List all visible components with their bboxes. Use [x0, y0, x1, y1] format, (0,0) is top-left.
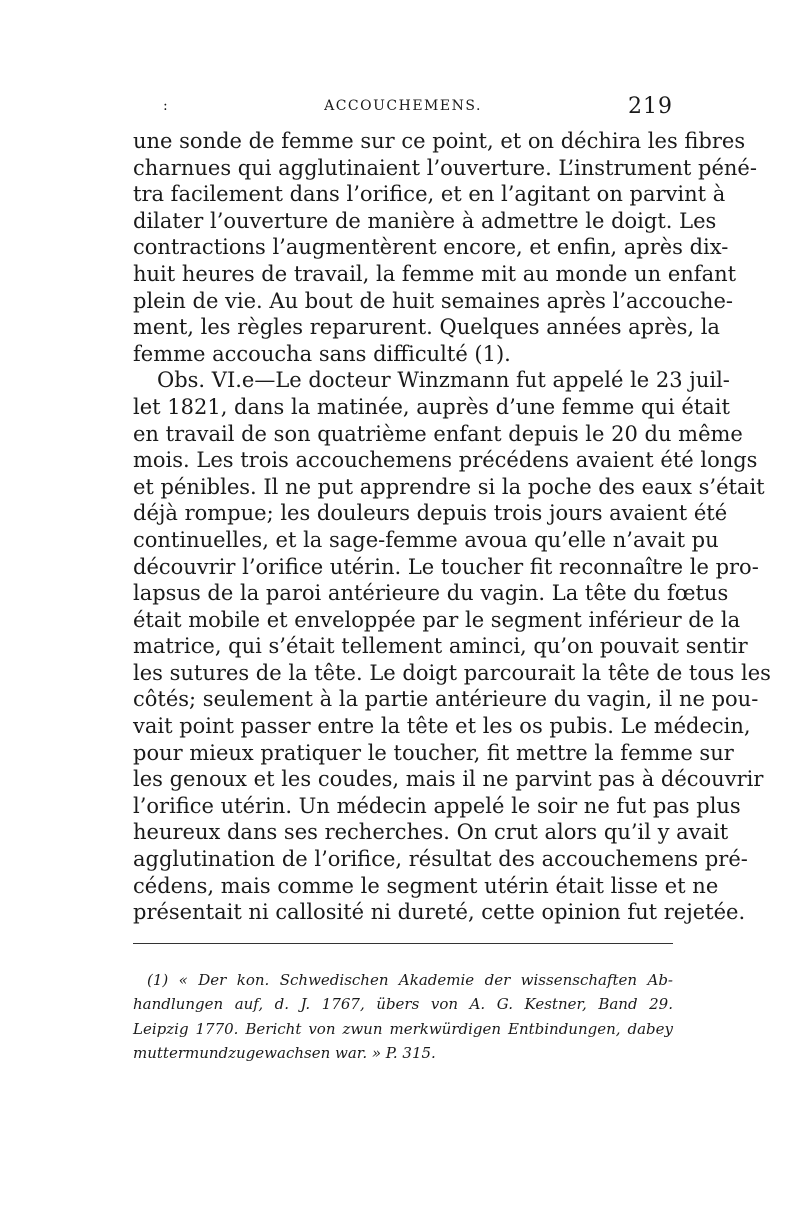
footnote-block: [133, 968, 673, 1065]
footnote-line: handlungen auf, d. J. 1767, übers von A. G. Kestner, Band 29.: [133, 995, 673, 1014]
text-line: tra facilement dans l’orifice, et en l’agitant on parvint à: [133, 182, 726, 207]
text-line: charnues qui agglutinaient l’ouverture. L’instrument péné-: [133, 155, 757, 180]
footnote-divider: [133, 943, 673, 944]
body-text: [133, 128, 771, 926]
footnote-line: muttermundzugewachsen war. » P. 315.: [133, 1043, 436, 1062]
page-number: 219: [628, 94, 673, 119]
text-line: lapsus de la paroi antérieure du vagin. La tête du fœtus: [133, 581, 729, 606]
text-line: découvrir l’orifice utérin. Le toucher fit reconnaître le pro-: [133, 554, 759, 579]
text-line: une sonde de femme sur ce point, et on déchira les fibres: [133, 129, 746, 153]
text-line: continuelles, et la sage-femme avoua qu’elle n’avait pu: [133, 527, 719, 552]
text-line: en travail de son quatrième enfant depuis le 20 du même: [133, 421, 743, 446]
text-line: les sutures de la tête. Le doigt parcourait la tête de tous les: [133, 660, 771, 685]
text-line: agglutination de l’orifice, résultat des accouchemens pré-: [133, 847, 748, 872]
text-line: cédens, mais comme le segment utérin était lisse et ne: [133, 873, 719, 898]
text-line: mois. Les trois accouchemens précédens avaient été longs: [133, 448, 758, 473]
text-line: heureux dans ses recherches. On crut alors qu’il y avait: [133, 820, 729, 845]
running-header: [133, 94, 673, 124]
footnote-line: Leipzig 1770. Bericht von zwun merkwürdigen Entbindungen, dabey: [133, 1019, 673, 1038]
text-line: présentait ni callosité ni dureté, cette opinion fut rejetée.: [133, 900, 746, 925]
text-line: dilater l’ouverture de manière à admettre le doigt. Les: [133, 208, 717, 233]
footnote-line: (1) « Der kon. Schwedischen Akademie der wissenschaften Ab-: [147, 971, 673, 989]
text-line: ment, les règles reparurent. Quelques années après, la: [133, 315, 720, 340]
header-mark: :: [163, 98, 168, 114]
text-line: vait point passer entre la tête et les os pubis. Le médecin,: [133, 714, 751, 739]
text-line: plein de vie. Au bout de huit semaines après l’accouche-: [133, 288, 733, 313]
text-line: les genoux et les coudes, mais il ne parvint pas à découvrir: [133, 767, 764, 792]
text-line: femme accoucha sans difficulté (1).: [133, 341, 511, 366]
text-line: l’orifice utérin. Un médecin appelé le soir ne fut pas plus: [133, 793, 741, 818]
text-line: let 1821, dans la matinée, auprès d’une femme qui était: [133, 394, 730, 419]
text-line: huit heures de travail, la femme mit au monde un enfant: [133, 261, 737, 286]
text-line: déjà rompue; les douleurs depuis trois jours avaient été: [133, 501, 728, 526]
running-title: ACCOUCHEMENS.: [324, 98, 482, 114]
text-line: contractions l’augmentèrent encore, et enfin, après dix-: [133, 235, 729, 260]
text-line: pour mieux pratiquer le toucher, fit mettre la femme sur: [133, 740, 734, 765]
text-line: côtés; seulement à la partie antérieure du vagin, il ne pou-: [133, 687, 759, 712]
text-line: et pénibles. Il ne put apprendre si la poche des eaux s’était: [133, 474, 765, 499]
text-line: était mobile et enveloppée par le segment inférieur de la: [133, 607, 741, 632]
observation-heading-line: Obs. VI.e—Le docteur Winzmann fut appelé le 23 juil-: [157, 368, 730, 393]
text-line: matrice, qui s’était tellement aminci, qu’on pouvait sentir: [133, 634, 748, 659]
